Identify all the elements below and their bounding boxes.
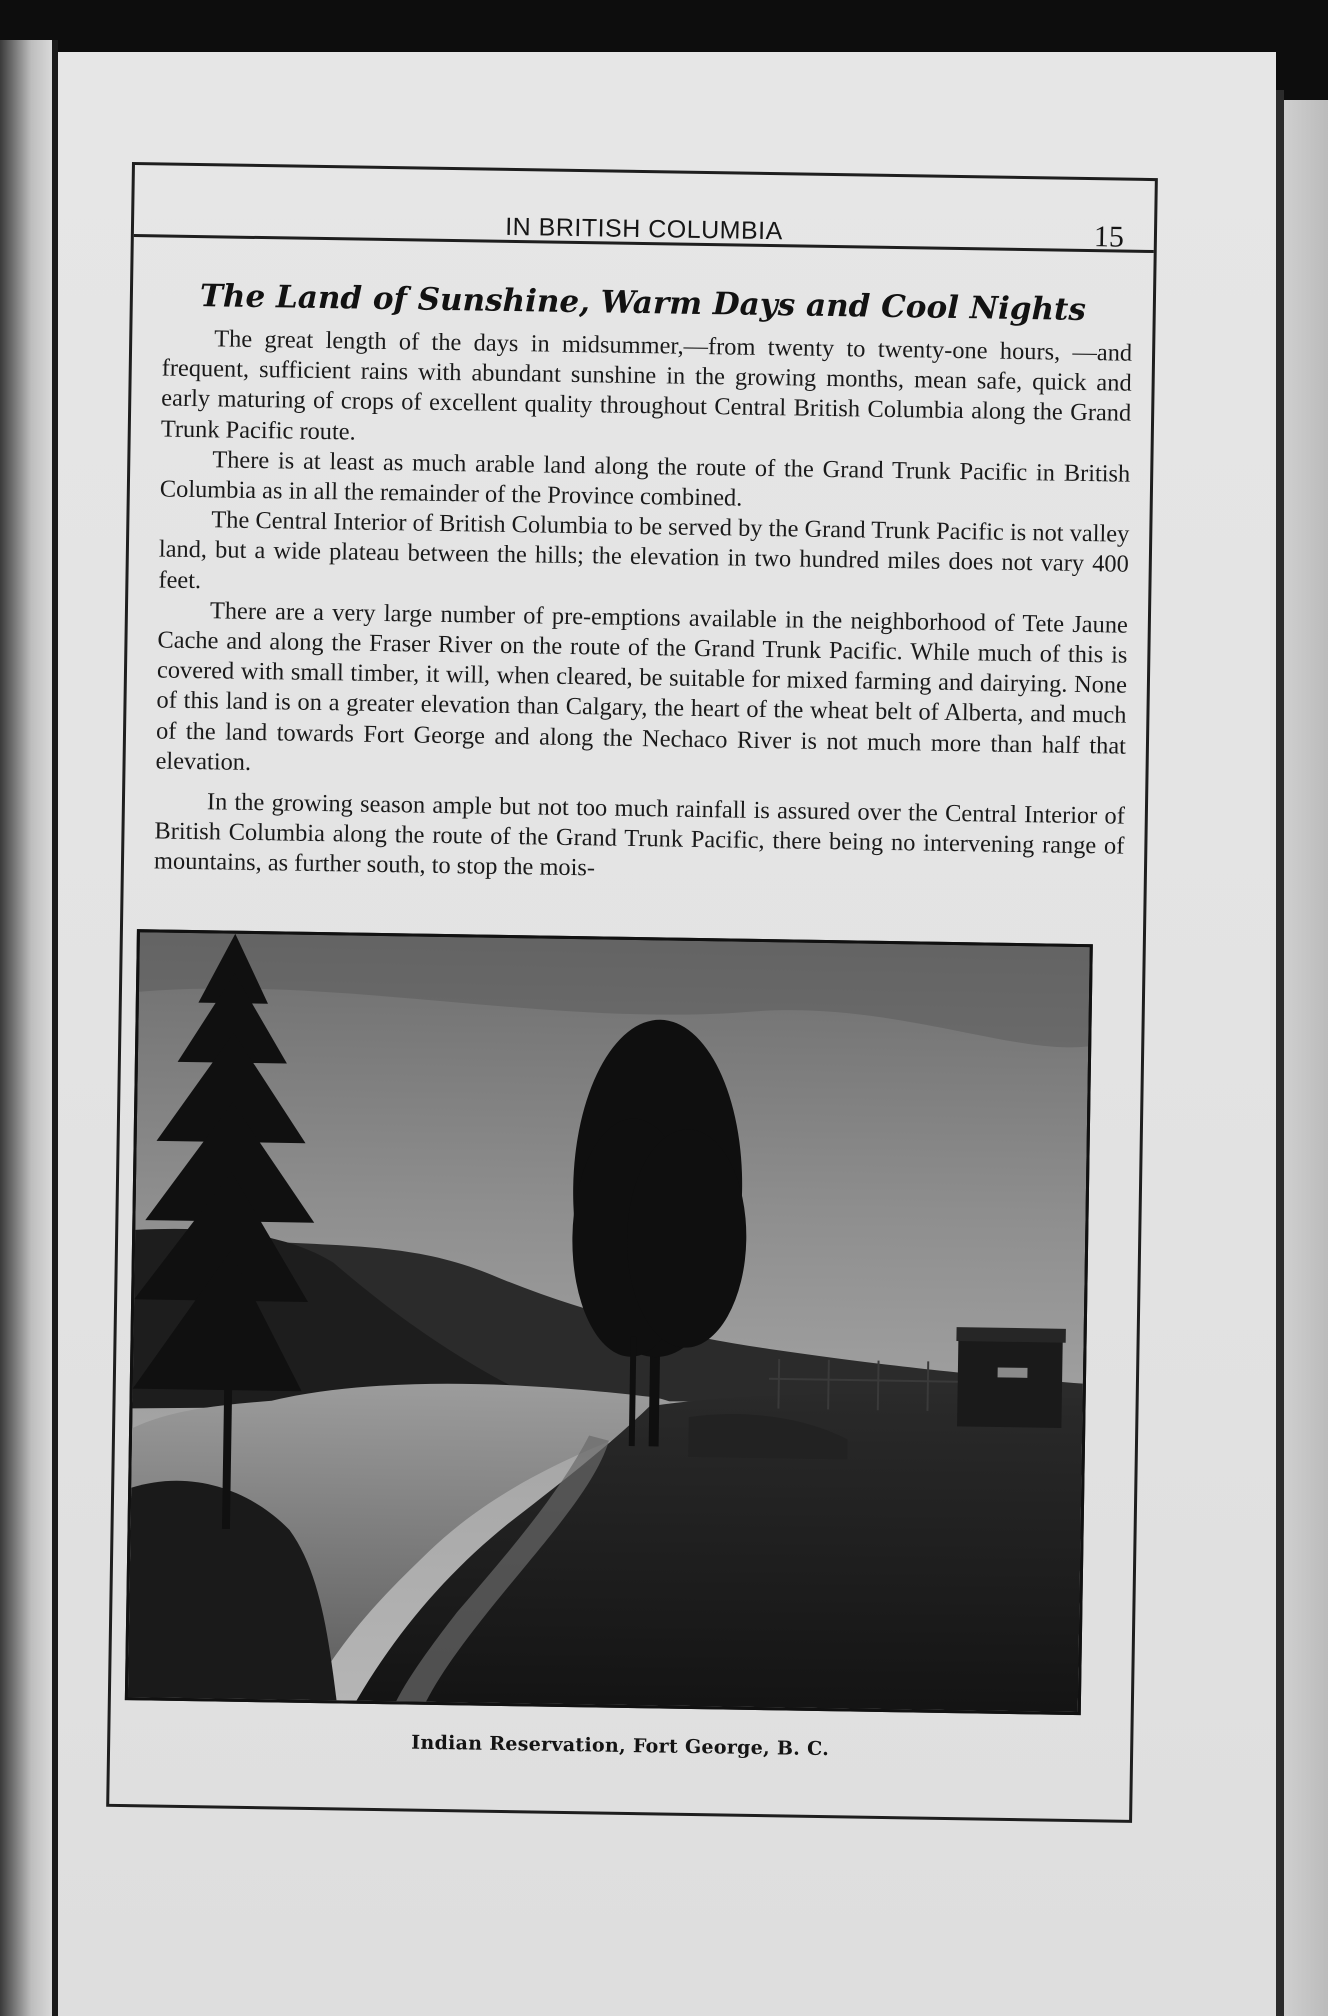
photo-caption: Indian Reservation, Fort George, B. C.	[411, 1731, 830, 1761]
paragraph: There are a very large number of pre-emptions available in the neighborhood of Tete Jaune Cache and along the Fraser River on the route of the Grand Trunk Pacific. While much of this is covered with small timber, it will, when cleared, be suitable for mixed farming and dairying. None of this land is on a greater elevation than Calgary, the heart of the wheat belt of Alberta, and much of the land towards Fort George and along the Nechaco River is not much more than half that elevation.	[155, 597, 1129, 776]
paragraph: The Central Interior of British Columbia to be served by the Grand Trunk Pacific is not valley land, but a wide plateau between the hills; the elevation in two hundred miles does not vary 400 feet.	[158, 506, 1130, 594]
running-head	[134, 165, 1155, 253]
previous-page-edge	[0, 40, 52, 2016]
photograph	[125, 929, 1093, 1715]
paragraph: In the growing season ample but not too much rainfall is assured over the Central Interior of British Columbia along the route of the Grand Trunk Pacific, there being no intervening range of mountains, as further south, to stop the mois-	[153, 788, 1126, 882]
page-frame	[106, 162, 1158, 1823]
landscape-photo-image	[128, 932, 1090, 1712]
next-page-edge	[1284, 100, 1328, 2016]
paragraph: There is at least as much arable land along the route of the Grand Trunk Pacific in British Columbia as in all the remainder of the Province combined.	[159, 446, 1131, 512]
paragraph: The great length of the days in midsummer,—from twenty to twenty-one hours, —and frequent, sufficient rains with abundant sunshine in the growing months, mean safe, quick and early maturing of crops of excellent quality throughout Central British Columbia along the Grand Trunk Pacific route.	[160, 325, 1133, 446]
running-title: IN BRITISH COLUMBIA	[505, 212, 784, 246]
page-right-shadow	[1276, 90, 1284, 2016]
article-body	[154, 323, 1133, 892]
page-number: 15	[1093, 220, 1125, 254]
article-title: The Land of Sunshine, Warm Days and Cool Nights	[199, 278, 1087, 328]
